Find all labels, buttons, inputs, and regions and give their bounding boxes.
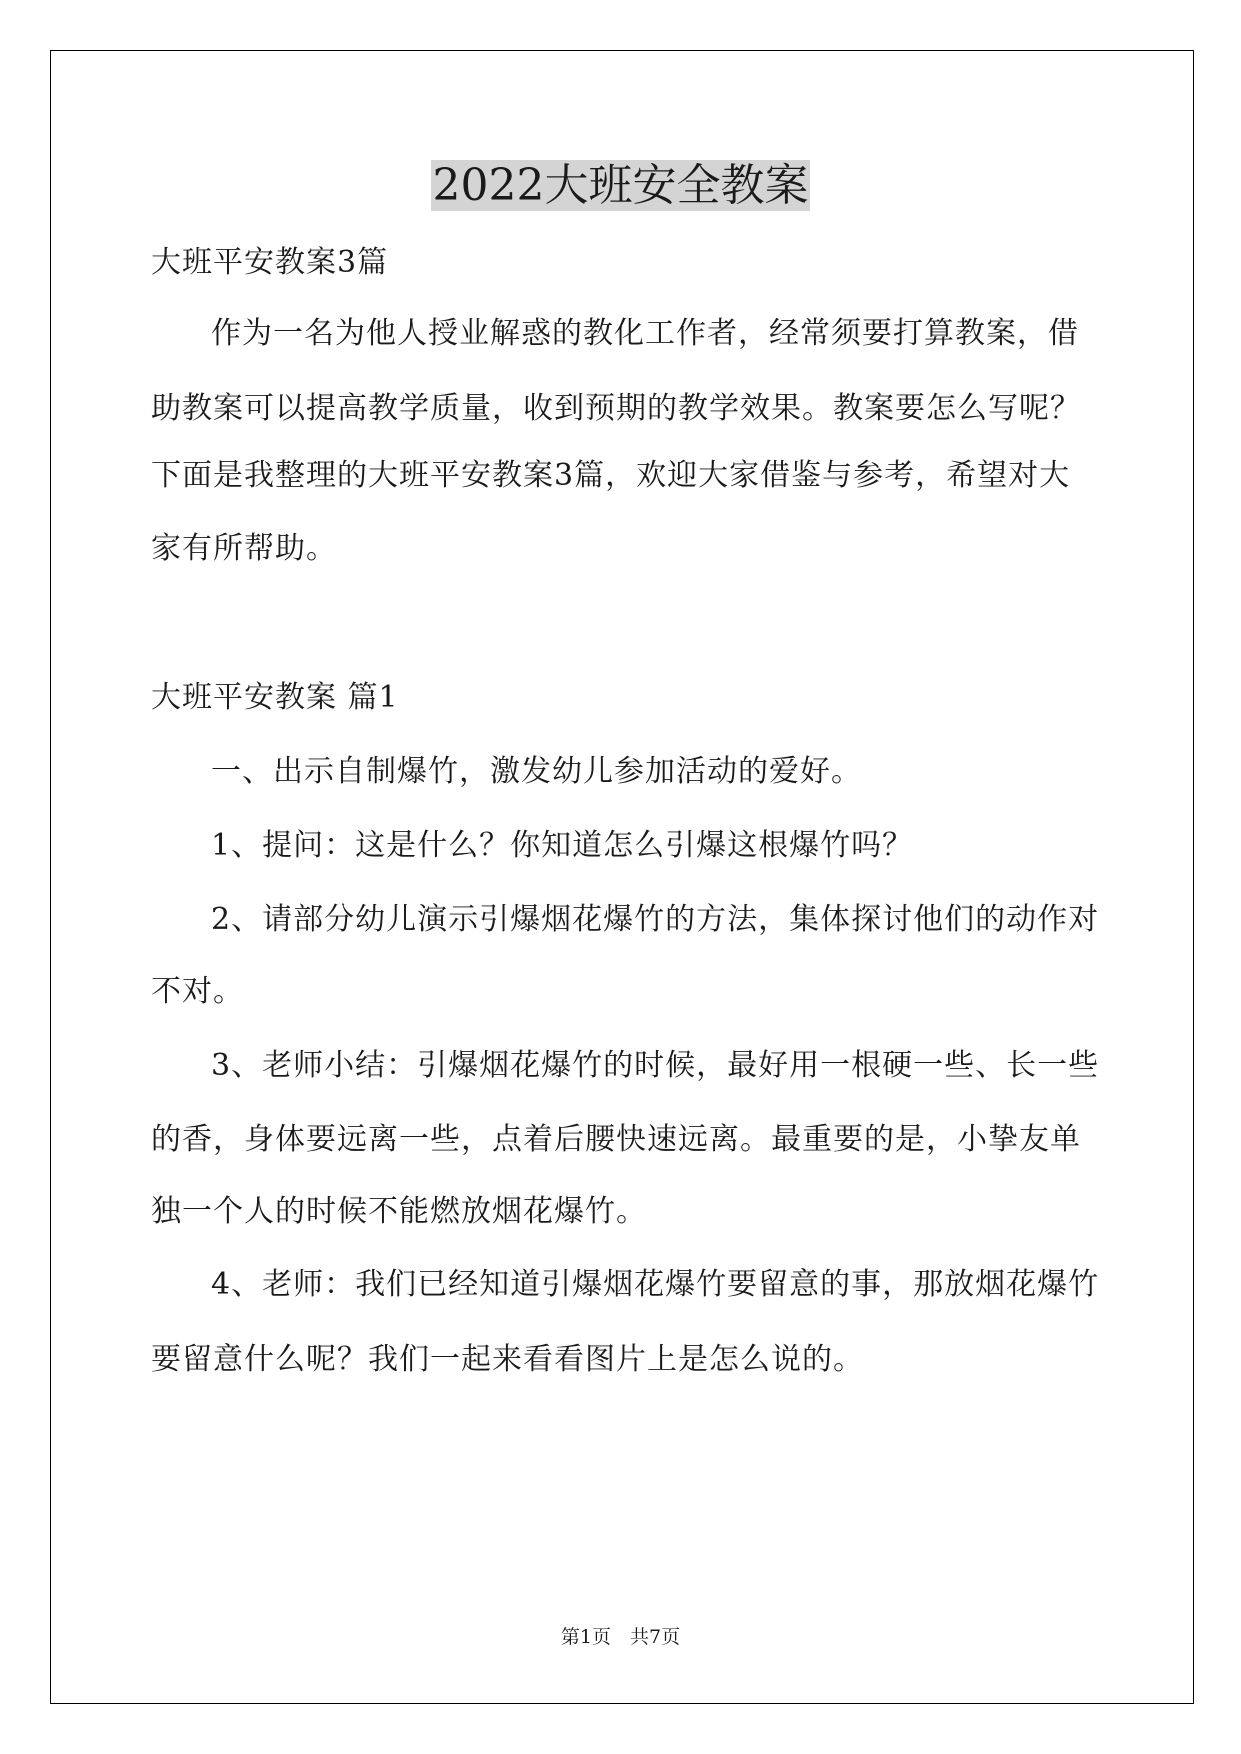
body-line-4: 不对。	[151, 974, 244, 1009]
subtitle: 大班平安教案3篇	[151, 245, 389, 280]
intro-line-1: 作为一名为他人授业解惑的教化工作者，经常须要打算教案，借	[211, 316, 1079, 351]
intro-line-3: 下面是我整理的大班平安教案3篇，欢迎大家借鉴与参考，希望对大	[151, 458, 1071, 493]
body-line-1: 一、出示自制爆竹，激发幼儿参加活动的爱好。	[211, 754, 862, 789]
body-line-6: 的香，身体要远离一些，点着后腰快速远离。最重要的是，小挚友单	[151, 1122, 1081, 1157]
body-line-8: 4、老师：我们已经知道引爆烟花爆竹要留意的事，那放烟花爆竹	[211, 1267, 1100, 1302]
body-line-3: 2、请部分幼儿演示引爆烟花爆竹的方法，集体探讨他们的动作对	[211, 902, 1100, 937]
section-heading: 大班平安教案 篇1	[151, 680, 399, 715]
body-line-2: 1、提问：这是什么？你知道怎么引爆这根爆竹吗？	[211, 828, 914, 863]
intro-line-2: 助教案可以提高教学质量，收到预期的教学效果。教案要怎么写呢？	[151, 391, 1081, 426]
body-line-7: 独一个人的时候不能燃放烟花爆竹。	[151, 1194, 647, 1229]
page-footer: 第1页 共7页	[560, 1626, 681, 1648]
intro-line-4: 家有所帮助。	[151, 531, 337, 566]
body-line-5: 3、老师小结：引爆烟花爆竹的时候，最好用一根硬一些、长一些	[211, 1048, 1100, 1083]
body-line-9: 要留意什么呢？我们一起来看看图片上是怎么说的。	[151, 1342, 864, 1377]
document-title: 2022大班安全教案	[432, 160, 809, 211]
page-border	[50, 50, 1194, 1704]
